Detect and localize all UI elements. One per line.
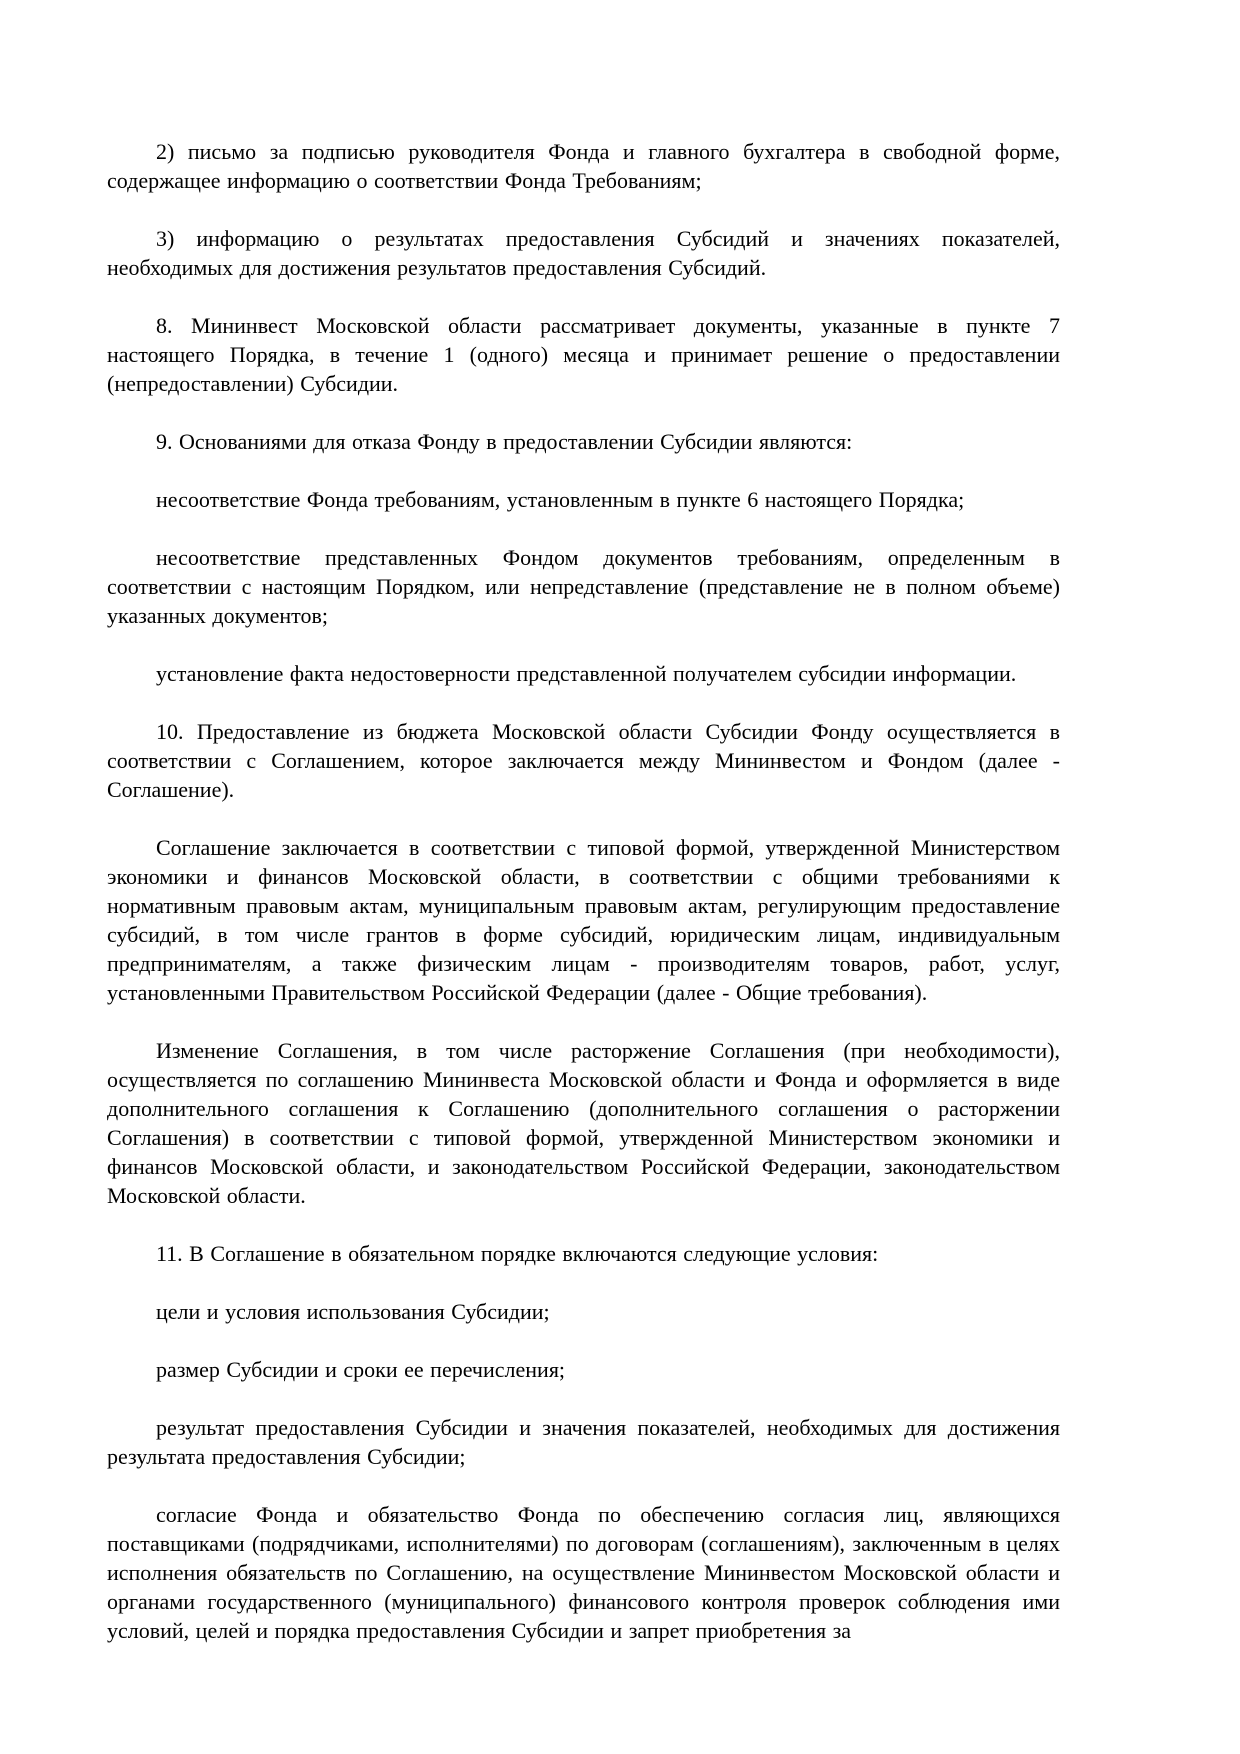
paragraph: цели и условия использования Субсидии; [156, 1299, 550, 1324]
paragraph: несоответствие Фонда требованиям, установленным в пункте 6 настоящего Порядка; [156, 487, 965, 512]
paragraph: результат предоставления Субсидии и значения показателей, необходимых для достижения результата предоставления Субсидии; [107, 1415, 1060, 1469]
paragraph: 11. В Соглашение в обязательном порядке включаются следующие условия: [156, 1241, 879, 1266]
paragraph: 8. Мининвест Московской области рассматривает документы, указанные в пункте 7 настоящего Порядка, в течение 1 (одного) месяца и принимает решение о предоставлении (непредоставлении) Субсидии. [107, 313, 1060, 396]
paragraph: согласие Фонда и обязательство Фонда по обеспечению согласия лиц, являющихся поставщиками (подрядчиками, исполнителями) по договорам (соглашениям), заключенным в целях исполнения обязательств по Соглашению, на осуществление Мининвестом Московской области и органами государственного (муниципального) финансового контроля проверок соблюдения ими условий, целей и порядка предоставления Субсидии и запрет приобретения за [107, 1502, 1060, 1643]
paragraph: 9. Основаниями для отказа Фонду в предоставлении Субсидии являются: [156, 429, 853, 454]
paragraph: установление факта недостоверности представленной получателем субсидии информации. [156, 661, 1017, 686]
paragraph: Изменение Соглашения, в том числе расторжение Соглашения (при необходимости), осуществляется по соглашению Мининвеста Московской области и Фонда и оформляется в виде дополнительного соглашения к Соглашению (дополнительного соглашения о расторжении Соглашения) в соответствии с типовой формой, утвержденной Министерством экономики и финансов Московской области, и законодательством Российской Федерации, законодательством Московской области. [107, 1038, 1060, 1208]
paragraph: несоответствие представленных Фондом документов требованиям, определенным в соответствии с настоящим Порядком, или непредставление (представление не в полном объеме) указанных документов; [107, 545, 1060, 628]
paragraph: размер Субсидии и сроки ее перечисления; [156, 1357, 566, 1382]
paragraph: 3) информацию о результатах предоставления Субсидий и значениях показателей, необходимых для достижения результатов предоставления Субсидий. [107, 226, 1060, 280]
paragraph: 10. Предоставление из бюджета Московской области Субсидии Фонду осуществляется в соответствии с Соглашением, которое заключается между Мининвестом и Фондом (далее - Соглашение). [107, 719, 1060, 802]
paragraph: 2) письмо за подписью руководителя Фонда и главного бухгалтера в свободной форме, содержащее информацию о соответствии Фонда Требованиям; [107, 139, 1060, 193]
paragraph: Соглашение заключается в соответствии с типовой формой, утвержденной Министерством экономики и финансов Московской области, в соответствии с общими требованиями к нормативным правовым актам, муниципальным правовым актам, регулирующим предоставление субсидий, в том числе грантов в форме субсидий, юридическим лицам, индивидуальным предпринимателям, а также физическим лицам - производителям товаров, работ, услуг, установленными Правительством Российской Федерации (далее - Общие требования). [107, 835, 1060, 1005]
